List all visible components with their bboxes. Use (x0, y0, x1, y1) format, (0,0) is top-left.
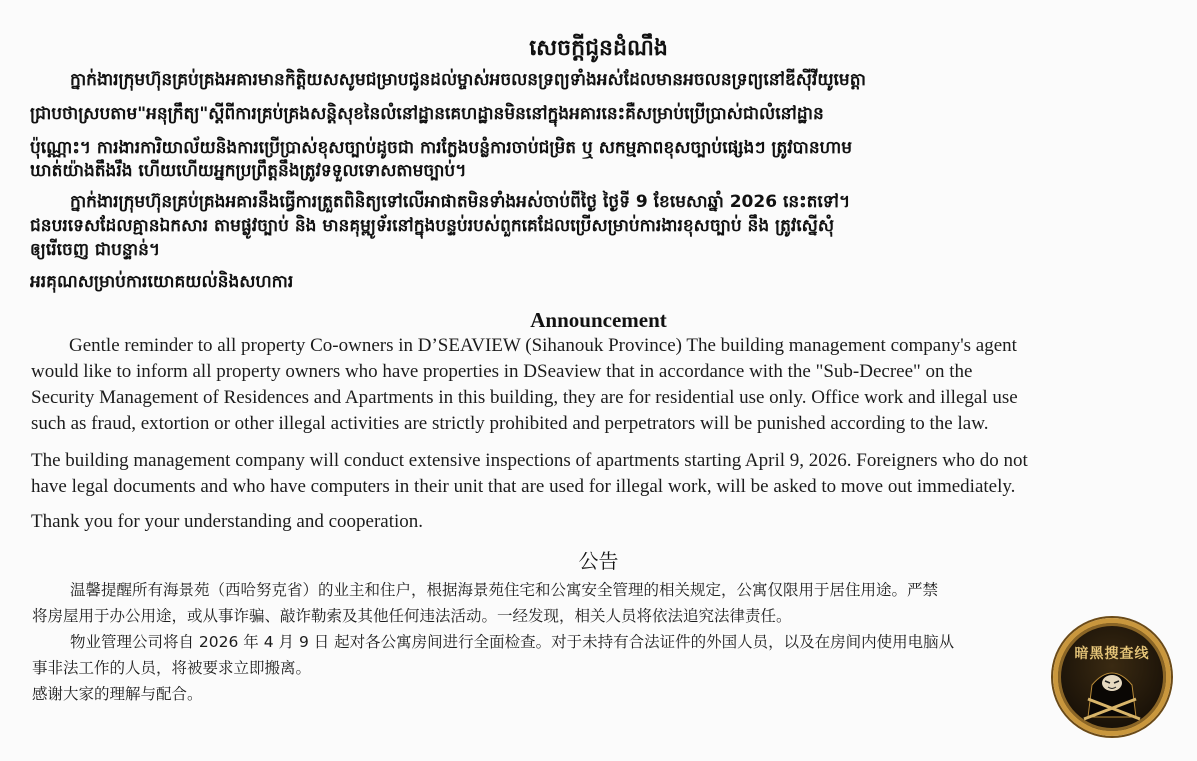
khmer-paragraph-line: ក្នាក់ងារក្រុមហ៊ុនគ្រប់គ្រងអគារមានកិត្តិយសសូមជម្រាបជូនដល់ម្ចាស់អចលនទ្រព្យទាំងអស់ដែលមានអចលនទ្រព្យនៅឌីស៊ីវីយូមេត្តា (70, 70, 866, 90)
english-paragraph-line: Gentle reminder to all property Co-owners in D’SEAVIEW (Sihanouk Province) The building management company's agent (69, 335, 1017, 356)
chinese-paragraph-line: 将房屋用于办公用途，或从事诈骗、敲诈勒索及其他任何违法活动。一经发现，相关人员将依法追究法律责任。 (32, 607, 792, 625)
khmer-paragraph-line: ជ្រាបថាស្របតាម"អនុក្រឹត្យ"ស្តីពីការគ្រប់គ្រងសន្តិសុខនៃលំនៅដ្ឋានគេហដ្ឋានមិននៅក្នុងអគារនេះគឺសម្រាប់ប្រើប្រាស់ជាលំនៅដ្ឋាន (30, 104, 824, 124)
english-paragraph-line: The building management company will conduct extensive inspections of apartments starting April 9, 2026. Foreigners who do not (31, 450, 1028, 471)
english-paragraph-line: such as fraud, extortion or other illegal activities are strictly prohibited and perpetrators will be punished according to the law. (31, 413, 989, 434)
khmer-paragraph-line: ប៉ុណ្ណោះ។ ការងារការិយាល័យនិងការប្រើប្រាស់ខុសច្បាប់ដូចជា ការក្លែងបន្លំការចាប់ជម្រិត ឬ សកម្មភាពខុសច្បាប់ផ្សេងៗ ត្រូវបានហាម (30, 138, 852, 158)
english-paragraph-line: would like to inform all property owners who have properties in DSeaview that in accordance with the "Sub-Decree" on the (31, 361, 973, 382)
hooded-figure-crossed-knives-icon (1058, 623, 1166, 731)
chinese-paragraph-line: 事非法工作的人员，将被要求立即搬离。 (32, 659, 312, 677)
english-title: Announcement (530, 308, 667, 332)
khmer-closing-line: អរគុណសម្រាប់ការយោគយល់និងសហការ (30, 272, 294, 292)
english-paragraph-line: Security Management of Residences and Apartments in this building, they are for residential use only. Office work and illegal use (31, 387, 1018, 408)
khmer-paragraph-line: ឃាត់យ៉ាងតឹងរឹង ហើយហើយអ្នកប្រព្រឹត្តនឹងត្រូវទទួលទោសតាមច្បាប់។ (30, 161, 467, 181)
watermark-logo (1053, 618, 1171, 736)
khmer-paragraph-line: ឲ្យរើចេញ ជាបន្ទាន់។ (30, 240, 161, 260)
chinese-closing-line: 感谢大家的理解与配合。 (32, 685, 203, 703)
khmer-paragraph-line: ជនបរទេសដែលគ្មានឯកសារ តាមផ្លូវច្បាប់ និង មានគុម្ព្យូទ័រនៅក្នុងបន្ទប់របស់ពួកគេដែលប្រើសម្រាប់ការងារខុសច្បាប់ នឹង ត្រូវស្នើសុំ (30, 216, 835, 236)
chinese-paragraph-line: 温馨提醒所有海景苑（西哈努克省）的业主和住户，根据海景苑住宅和公寓安全管理的相关规定，公寓仅限用于居住用途。严禁 (70, 581, 939, 599)
watermark-text: 暗黑搜查线 (1074, 646, 1150, 662)
khmer-title: សេចក្តីជូនដំណឹង (529, 36, 668, 61)
english-closing-line: Thank you for your understanding and cooperation. (31, 511, 424, 532)
chinese-title: 公告 (578, 549, 619, 573)
chinese-paragraph-line: 物业管理公司将自 2026 年 4 月 9 日 起对各公寓房间进行全面检查。对于未持有合法证件的外国人员，以及在房间内使用电脑从 (70, 633, 955, 651)
khmer-paragraph-line: ក្នាក់ងារក្រុមហ៊ុនគ្រប់គ្រងអគារនឹងធ្វើការត្រួតពិនិត្យទៅលើអាផាតមិនទាំងអស់ចាប់ពីថ្ងៃ ថ្ងៃទី 9 ខែមេសាឆ្នាំ 2026 នេះតទៅ។ (70, 192, 851, 212)
english-paragraph-line: have legal documents and who have computers in their unit that are used for illegal work, will be asked to move out immediately. (31, 476, 1016, 497)
